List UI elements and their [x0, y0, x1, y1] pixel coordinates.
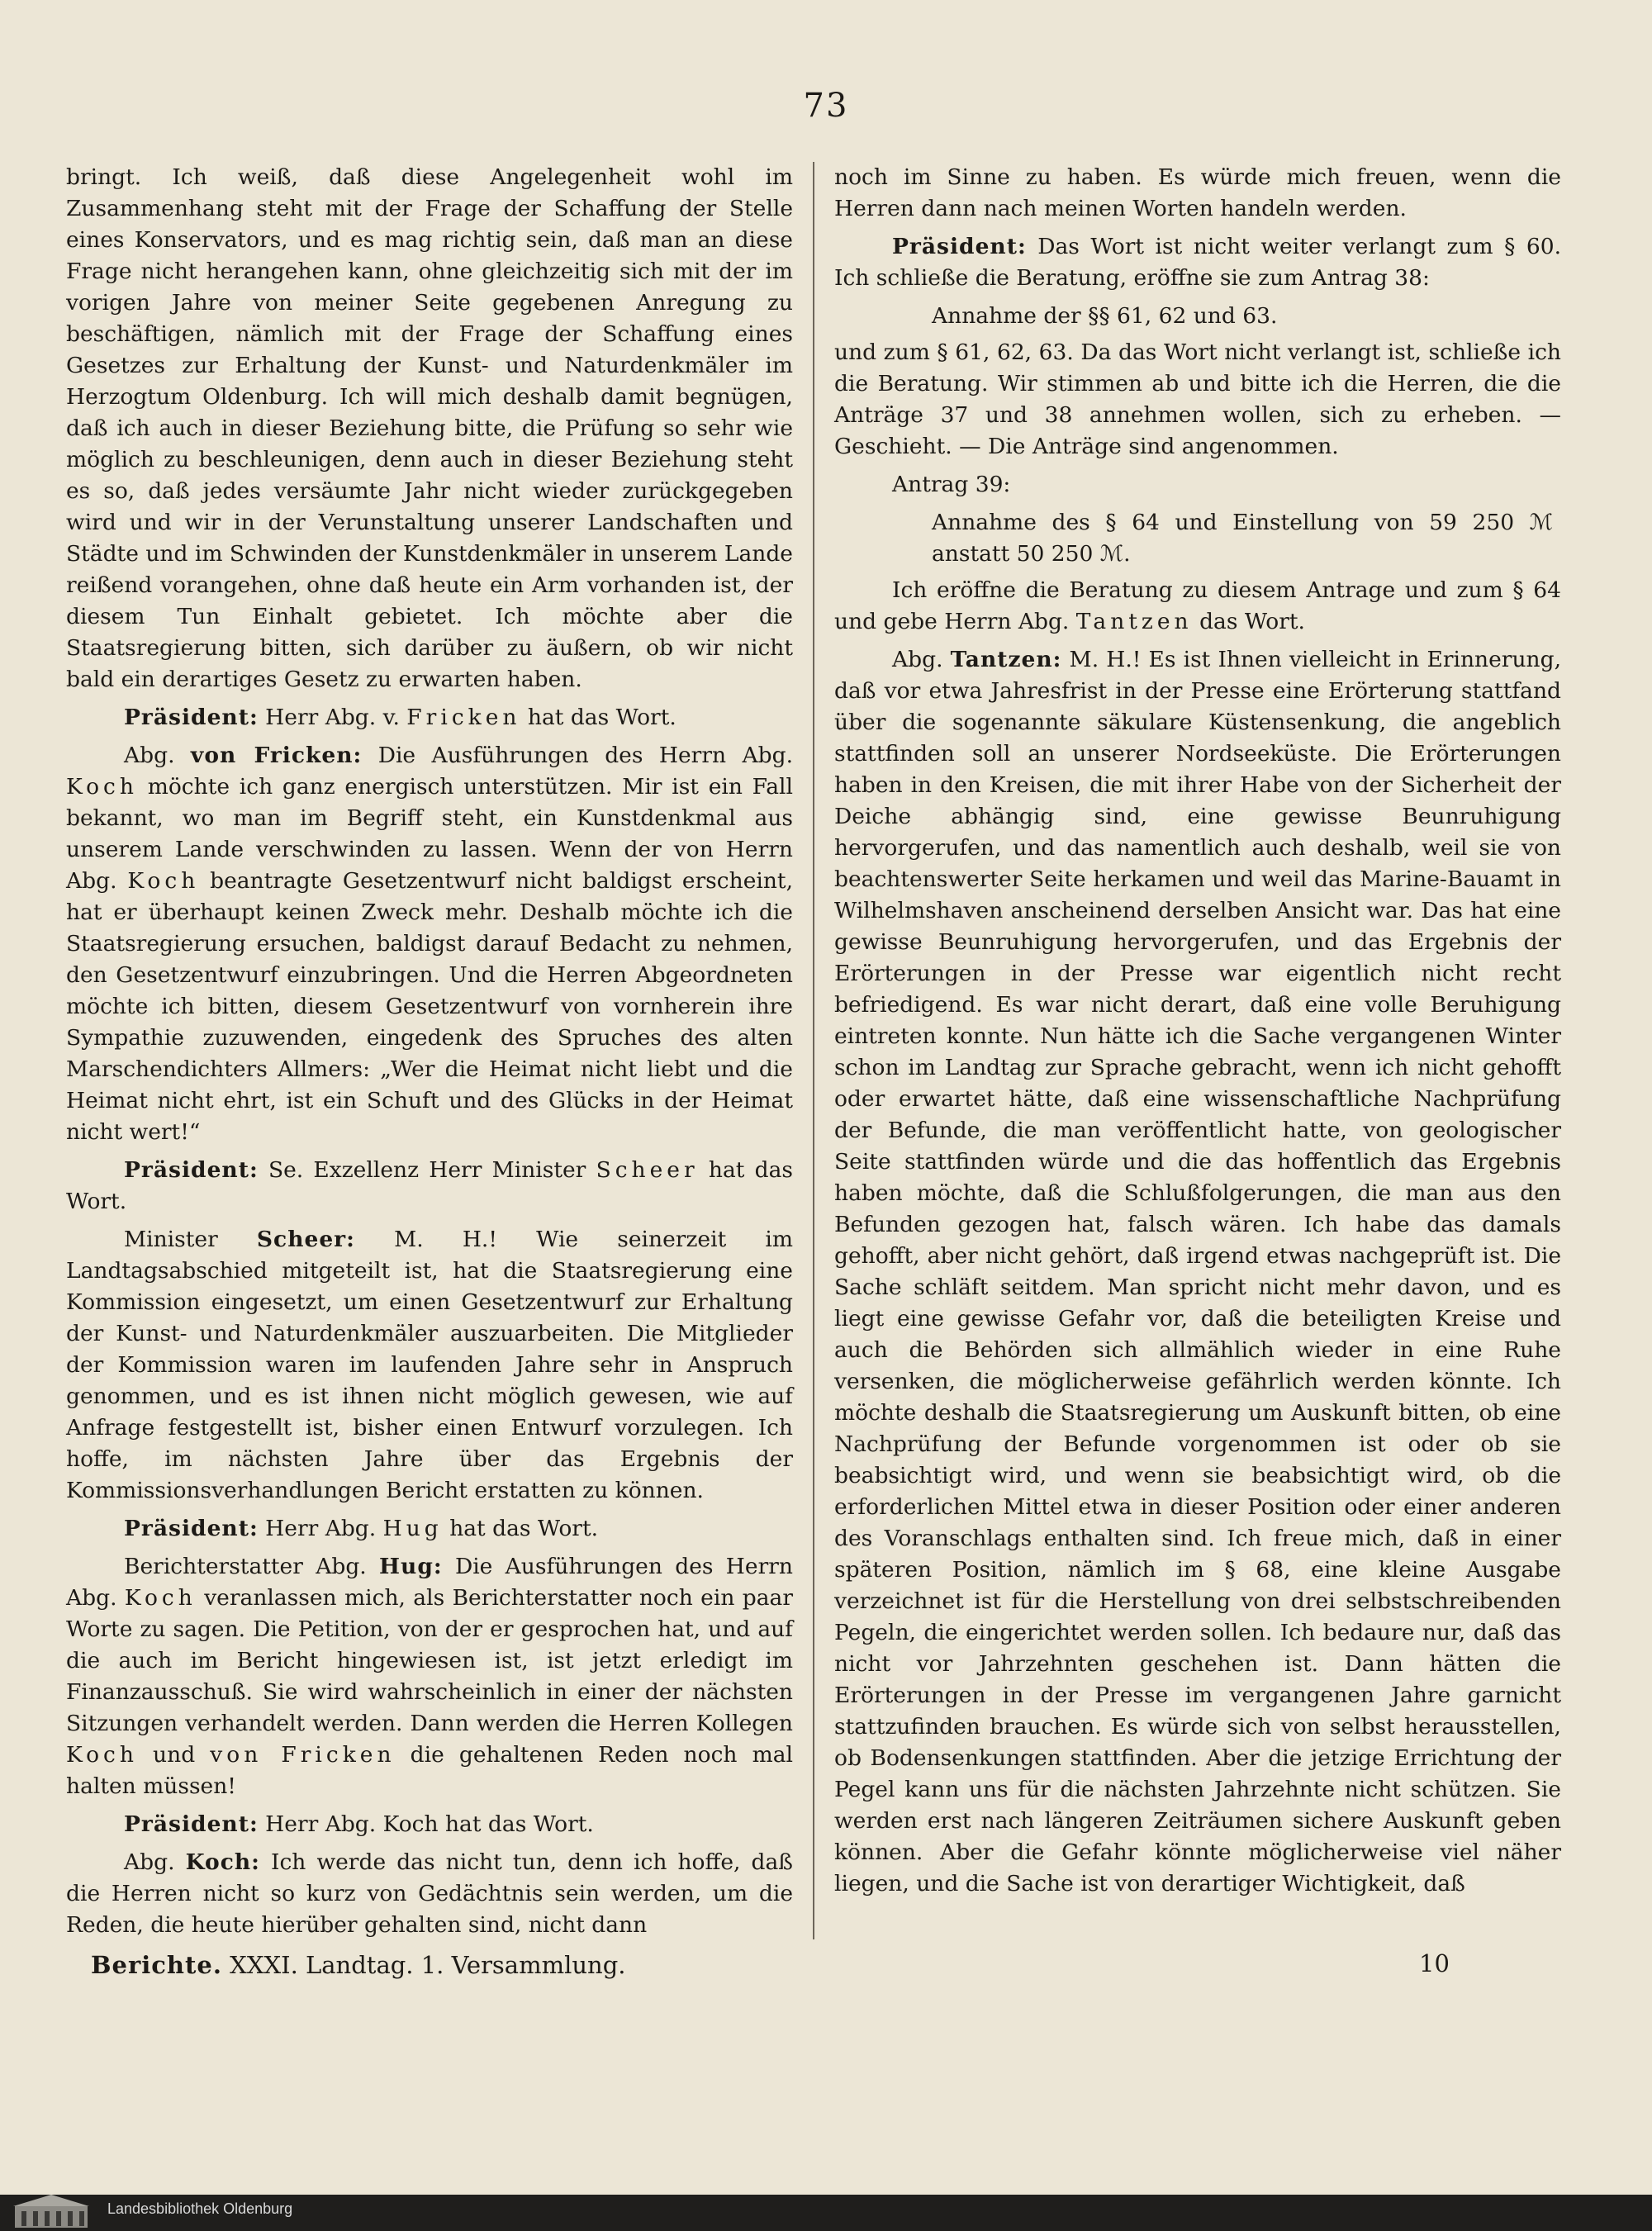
motion-text: Annahme der §§ 61, 62 und 63. [932, 303, 1278, 329]
column-divider [813, 162, 814, 1939]
paragraph [834, 575, 1561, 638]
library-label: Landesbibliothek Oldenburg [107, 2200, 293, 2217]
text: die gehaltenen Reden noch mal halten müssen! [66, 1742, 793, 1799]
speaker: Tantzen: [950, 647, 1062, 672]
spaced-name: Scheer [596, 1157, 699, 1183]
paragraph [66, 1224, 793, 1507]
paragraph [66, 1847, 793, 1941]
footer-label: Berichte. [91, 1951, 222, 1979]
text: Minister [124, 1227, 257, 1252]
spaced-name: Hug [382, 1516, 443, 1541]
text: Se. Exzellenz Herr Minister [258, 1157, 596, 1183]
spaced-name: Fricken [406, 705, 521, 730]
text: Herr Abg. v. [258, 705, 407, 730]
text: Die Ausführungen des Herrn Abg. [362, 743, 793, 768]
motion-text: Annahme des § 64 und Einstellung von 59 250 ℳ anstatt 50 250 ℳ. [932, 510, 1553, 567]
text: Ich werde das nicht tun, denn ich hoffe, daß die Herren nicht so kurz von Gedächtnis sein werden, um die Reden, die heute hierüber gehalten sind, nicht dann [66, 1849, 793, 1938]
text: das Wort. [1192, 609, 1305, 634]
footer-session: XXXI. Landtag. 1. Versammlung. [221, 1951, 626, 1979]
text: veranlassen mich, als Berichterstatter noch ein paar Worte zu sagen. Die Petition, von der er gesprochen hat, und auf die auch im Bericht hingewiesen ist, ist jetzt erledigt im Finanzausschuß. Sie wird wahrscheinlich in einer der nächsten Sitzungen verhandelt werden. Dann werden die Herren Kollegen [66, 1585, 793, 1736]
text: M. H.! Wie seinerzeit im Landtagsabschied mitgeteilt ist, hat die Staatsregierung eine Kommission eingesetzt, um einen Gesetzentwurf zur Erhaltung der Kunst- und Naturdenkmäler auszuarbeiten. Die Mitglieder der Kommission waren im laufenden Jahre sehr in Anspruch genommen, und es ist ihnen nicht möglich gewesen, wie auf Anfrage festgestellt ist, bisher einen Entwurf vorzulegen. Ich hoffe, im nächsten Jahre über das Ergebnis der Kommissionsverhandlungen Bericht erstatten zu können. [66, 1227, 793, 1503]
spaced-name: Koch [66, 774, 138, 800]
spaced-name: von Fricken [210, 1742, 396, 1768]
speaker: Koch: [185, 1849, 260, 1875]
speaker: von Fricken: [190, 743, 363, 768]
library-building-icon [10, 2191, 93, 2231]
text: M. H.! Es ist Ihnen vielleicht in Erinnerung, daß vor etwa Jahresfrist in der Presse eine Erörterung stattfand über die sogenannte säkulare Küstensenkung, die angeblich stattfinden soll an unserer Nordseeküste. Die Erörterungen haben in den Kreisen, die mit ihrer Habe von der Sicherheit der Deiche abhängig sind, eine gewisse Beunruhigung hervorgerufen, und das namentlich auch deshalb, weil sie von beachtenswerter Seite herkamen und weil das Marine-Bauamt in Wilhelmshaven anscheinend derselben Ansicht war. Das hat eine gewisse Beunruhigung hervorgerufen, und das Ergebnis der Erörterungen in der Presse war eigentlich nicht recht befriedigend. Es war nicht derart, daß eine volle Beruhigung eintreten konnte. Nun hätte ich die Sache vergangenen Winter schon im Landtag zur Sprache gebracht, wenn ich nicht gehofft oder erwartet hätte, daß eine wissenschaftliche Nachprüfung der Befunde, die man veröffentlicht hatte, von geologischer Seite stattfinden würde und die das hoffentlich das Ergebnis haben möchte, daß die Schlußfolgerungen, die man aus den Befunden gezogen hat, falsch wären. Ich habe das damals gehofft, aber nicht gehört, daß irgend etwas nachgeprüft ist. Die Sache schläft seitdem. Man spricht nicht mehr davon, und es liegt eine gewisse Gefahr vor, daß die beteiligten Kreise und auch die Behörden sich allmählich wieder in eine Ruhe versenken, die möglicherweise gefährlich werden könnte. Ich möchte deshalb die Staatsregierung um Auskunft bitten, ob eine Nachprüfung der Befunde vorgenommen ist oder ob sie beabsichtigt wird, und wenn sie beabsichtigt wird, ob die erforderlichen Mittel etwa in dieser Position oder einer anderen des Voranschlags enthalten sind. Ich freue mich, daß in einer späteren Position, nämlich im § 68, eine kleine Ausgabe verzeichnet ist für die Herstellung von drei selbstschreibenden Pegeln, die eingerichtet werden sollen. Ich bedaure nur, daß das nicht vor Jahrzehnten geschehen ist. Dann hätten die Erörterungen in der Presse im vergangenen Jahre garnicht stattzufinden brauchen. Es würde sich von selbst herausstellen, ob Bodensenkungen stattfinden. Aber die jetzige Errichtung der Pegel kann uns für die nächsten Jahrzehnte nicht schützen. Sie werden erst nach längeren Zeiträumen sichere Auskunft geben können. Aber die Gefahr könnte möglicherweise viel näher liegen, und die Sache ist von derartiger Wichtigkeit, daß [834, 647, 1561, 1896]
text: Abg. [124, 1849, 186, 1875]
paragraph: bringt. Ich weiß, daß diese Angelegenheit wohl im Zusammenhang steht mit der Frage der Schaffung der Stelle eines Konservators, und es mag richtig sein, daß man an diese Frage nicht herangehen kann, ohne gleichzeitig sich mit der im vorigen Jahre von meiner Seite gegebenen Anregung zu beschäftigen, nämlich mit der Frage der Schaffung eines Gesetzes zur Erhaltung der Kunst- und Naturdenkmäler im Herzogtum Oldenburg. Ich will mich deshalb damit begnügen, daß ich auch in dieser Beziehung bitte, die Prüfung so sehr wie möglich zu beschleunigen, denn auch in dieser Beziehung steht es so, daß jedes versäumte Jahr nicht wieder zurückgegeben wird und wir in der Verunstaltung unserer Landschaften und Städte und im Schwinden der Kunstdenkmäler in unserem Lande reißend vorangehen, ohne daß heute ein Arm vorhanden ist, der diesem Tun Einhalt gebietet. Ich möchte aber die Staatsregierung bitten, sich darüber zu äußern, ob wir nicht bald ein derartiges Gesetz zu erwarten haben. [66, 164, 793, 692]
paragraph [834, 644, 1561, 1900]
spaced-name: Koch [66, 1742, 138, 1768]
page-number: 73 [803, 87, 849, 125]
text: Berichterstatter Abg. [124, 1554, 380, 1579]
text: und [137, 1742, 211, 1768]
spaced-name: Koch [127, 868, 200, 894]
speaker: Präsident: [124, 1811, 259, 1837]
speaker: Präsident: [124, 705, 259, 730]
speaker: Präsident: [124, 1157, 259, 1183]
spaced-name: Tantzen [1075, 609, 1193, 634]
paragraph [66, 740, 793, 1148]
paragraph [834, 231, 1561, 294]
footer-title [91, 1951, 626, 1979]
paragraph [66, 1551, 793, 1802]
text: Abg. [892, 647, 951, 672]
paragraph [66, 1513, 793, 1545]
right-column [834, 162, 1561, 1906]
text: Die Ausführungen des Herrn Abg. [66, 1554, 793, 1611]
text: beantragte Gesetzentwurf nicht baldigst erscheint, hat er überhaupt keinen Zweck mehr. Deshalb möchte ich die Staatsregierung ersuchen, baldigst darauf Bedacht zu nehmen, den Gesetzentwurf einzubringen. Und die Herren Abgeordneten möchte ich bitten, diesem Gesetzentwurf von vornherein ihre Sympathie zuzuwenden, eingedenk des Spruches des alten Marschendichters Allmers: „Wer die Heimat nicht liebt und die Heimat nicht ehrt, ist ein Schuft und des Glücks in der Heimat nicht wert!“ [66, 868, 793, 1145]
paragraph: noch im Sinne zu haben. Es würde mich freuen, wenn die Herren dann nach meinen Worten handeln werden. [834, 164, 1561, 221]
speaker: Hug: [379, 1554, 443, 1579]
speaker: Präsident: [124, 1516, 259, 1541]
text: hat das Wort. [442, 1516, 599, 1541]
paragraph: und zum § 61, 62, 63. Da das Wort nicht verlangt ist, schließe ich die Beratung. Wir stimmen ab und bitte ich die Herren, die die Anträge 37 und 38 annehmen wollen, sich zu erheben. — Geschieht. — Die Anträge sind angenommen. [834, 339, 1561, 459]
text: hat das Wort. [66, 1157, 793, 1214]
left-column [66, 162, 793, 1948]
text: hat das Wort. [520, 705, 676, 730]
speaker: Scheer: [256, 1227, 355, 1252]
text: Herr Abg. [258, 1516, 383, 1541]
text: Das Wort ist nicht weiter verlangt zum § 60. Ich schließe die Beratung, eröffne sie zum Antrag 38: [834, 234, 1561, 291]
paragraph [66, 1809, 793, 1840]
text: Abg. [124, 743, 191, 768]
paragraph [66, 1155, 793, 1218]
text: möchte ich ganz energisch unterstützen. Mir ist ein Fall bekannt, wo man im Begriff steht, ein Kunstdenkmal aus unserem Lande verschwinden zu lassen. Wenn der von Herrn Abg. [66, 774, 793, 894]
speaker: Präsident: [892, 234, 1027, 259]
text: Herr Abg. Koch hat das Wort. [258, 1811, 594, 1837]
sheet-number: 10 [1419, 1949, 1450, 1977]
motion-label: Antrag 39: [892, 472, 1011, 497]
spaced-name: Koch [124, 1585, 197, 1611]
text: Ich eröffne die Beratung zu diesem Antrage und zum § 64 und gebe Herrn Abg. [834, 577, 1561, 634]
paragraph [66, 702, 793, 733]
